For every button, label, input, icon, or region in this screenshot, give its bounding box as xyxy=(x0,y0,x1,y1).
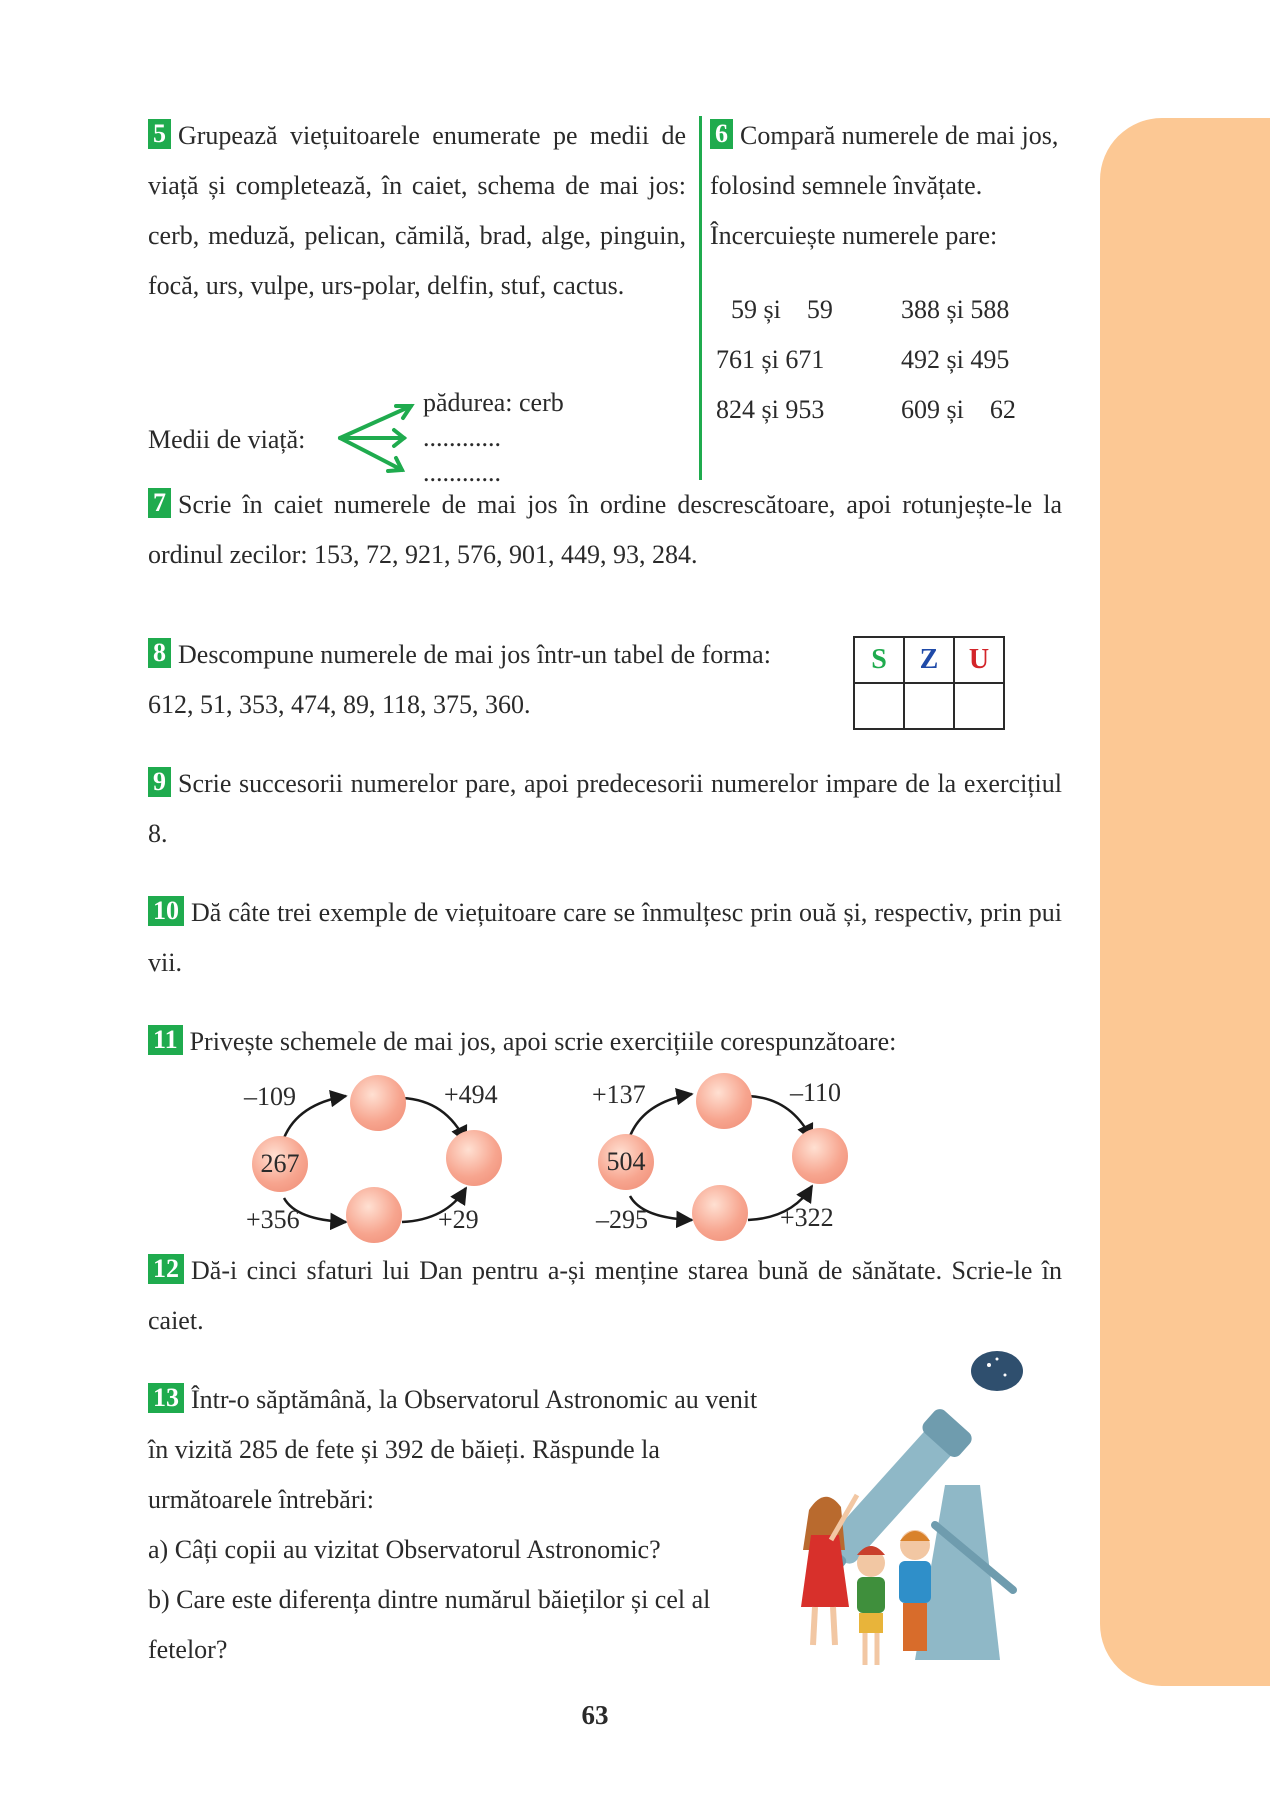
scheme-1-op: +29 xyxy=(438,1205,479,1234)
exercise-11 xyxy=(148,1017,1062,1067)
exercise-5 xyxy=(148,111,686,311)
exercise-number: 12 xyxy=(148,1254,184,1284)
exercise-number: 11 xyxy=(148,1025,183,1055)
empty-cell xyxy=(954,683,1004,729)
exercise-text: Scrie succesorii numerelor pare, apoi predecesorii numerelor impare de la exercițiul 8. xyxy=(148,769,1062,848)
column-separator xyxy=(699,116,702,480)
exercise-text: Descompune numerele de mai jos într-un tabel de forma: xyxy=(178,640,771,669)
scheme-2-op: –295 xyxy=(596,1205,648,1234)
scheme-1-start: 267 xyxy=(252,1136,308,1192)
side-tab xyxy=(1100,118,1270,1686)
scheme-2-op: +322 xyxy=(780,1203,834,1232)
question-a: a) Câți copii au vizitat Observatorul Astronomic? xyxy=(148,1535,661,1564)
exercise-number: 10 xyxy=(148,896,184,926)
scheme-1-op: +356 xyxy=(246,1205,300,1234)
branch-arrows xyxy=(336,400,416,480)
empty-cell xyxy=(854,683,904,729)
empty-cell xyxy=(904,683,954,729)
exercise-text: Dă-i cinci sfaturi lui Dan pentru a-și menține starea bună de sănătate. Scrie-le în caiet. xyxy=(148,1256,1062,1335)
scheme-label: Medii de viață: xyxy=(148,425,306,454)
exercise-number: 13 xyxy=(148,1383,184,1413)
question-b: b) Care este diferența dintre numărul băieților și cel al fetelor? xyxy=(148,1585,711,1664)
exercise-number: 7 xyxy=(148,488,171,518)
scheme-2-blank xyxy=(696,1073,752,1129)
scheme-1-op: +494 xyxy=(444,1080,498,1109)
exercise-12 xyxy=(148,1246,1062,1346)
exercise-number: 9 xyxy=(148,767,171,797)
branch-blank-2: ............ xyxy=(423,458,501,487)
exercise-text: Grupează viețuitoarele enumerate pe medii de viață și completează, în caiet, schema de mai jos: cerb, meduză, pelican, cămilă, brad, alge, pinguin, focă, urs, vulpe, urs-polar, delfin, stuf, cactus. xyxy=(148,121,686,300)
exercise-text: Dă câte trei exemple de viețuitoare care se înmulțesc prin ouă și, respectiv, prin pui vii. xyxy=(148,898,1062,977)
exercise-text: Privește schemele de mai jos, apoi scrie exercițiile corespunzătoare: xyxy=(189,1027,897,1056)
header-units: U xyxy=(954,637,1004,683)
exercise-6 xyxy=(710,111,1070,261)
exercise-10 xyxy=(148,888,1062,988)
exercise-7 xyxy=(148,480,1062,580)
compare-pair: 59 și 59 xyxy=(731,295,833,324)
scheme-2-blank xyxy=(792,1128,848,1184)
compare-pair: 492 și 495 xyxy=(901,345,1010,374)
header-hundreds: S xyxy=(854,637,904,683)
exercise-number: 8 xyxy=(148,638,171,668)
compare-pair: 388 și 588 xyxy=(901,295,1010,324)
scheme-2-op: –110 xyxy=(790,1078,842,1107)
scheme-2-blank xyxy=(692,1185,748,1241)
szu-table xyxy=(853,636,1005,730)
header-tens: Z xyxy=(904,637,954,683)
exercise-number: 5 xyxy=(148,119,171,149)
exercise-8 xyxy=(148,630,848,730)
exercise-text: Compară numerele de mai jos, folosind semnele învățate. Încercuiește numerele pare: xyxy=(710,121,1059,250)
scheme-2-start: 504 xyxy=(598,1134,654,1190)
page-number: 63 xyxy=(581,1700,609,1730)
compare-pair: 609 și 62 xyxy=(901,395,1016,424)
scheme-1-blank xyxy=(350,1075,406,1131)
exercise-text: Într-o săptămână, la Observatorul Astronomic au venit în vizită 285 de fete și 392 de băieți. Răspunde la următoarele întrebări: xyxy=(148,1385,758,1514)
telescope-children-illustration xyxy=(775,1345,1075,1675)
compare-pair: 824 și 953 xyxy=(716,395,825,424)
exercise-numbers: 612, 51, 353, 474, 89, 118, 375, 360. xyxy=(148,690,531,719)
exercise-9 xyxy=(148,759,1062,859)
scheme-2-op: +137 xyxy=(592,1080,646,1109)
exercise-13 xyxy=(148,1375,760,1675)
scheme-1-blank xyxy=(446,1130,502,1186)
branch-forest: pădurea: cerb xyxy=(423,388,564,417)
exercise-text: Scrie în caiet numerele de mai jos în ordine descrescătoare, apoi rotunjește-le la ordinul zecilor: 153, 72, 921, 576, 901, 449, 93, 284. xyxy=(148,490,1062,569)
scheme-1-op: –109 xyxy=(244,1082,296,1111)
compare-pair: 761 și 671 xyxy=(716,345,825,374)
scheme-1-blank xyxy=(346,1187,402,1243)
exercise-number: 6 xyxy=(710,119,733,149)
branch-blank-1: ............ xyxy=(423,423,501,452)
